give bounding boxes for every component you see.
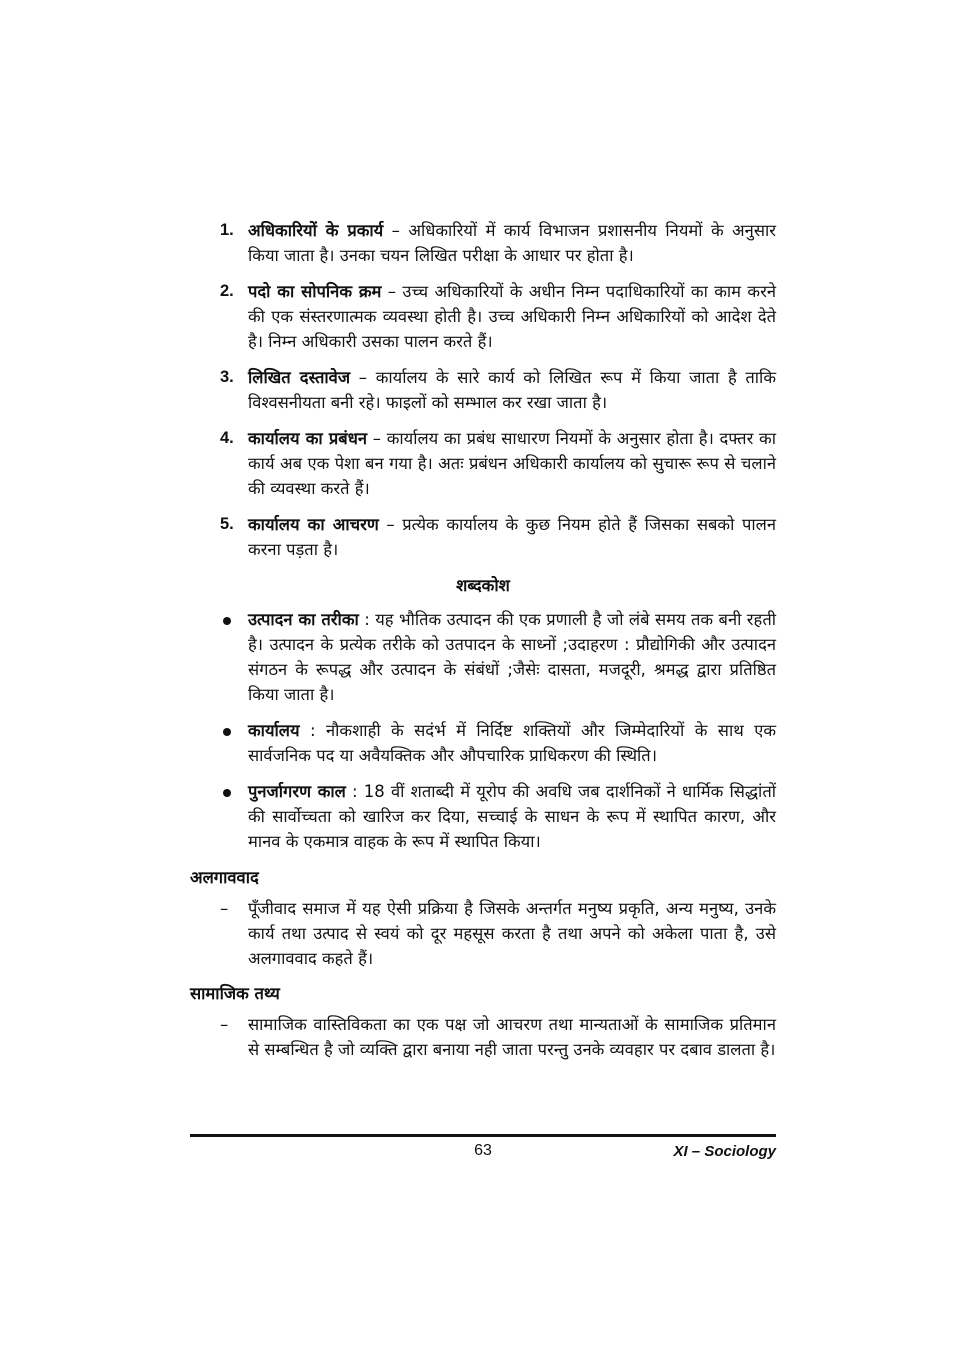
item-term: पदो का सोपनिक क्रम	[248, 282, 382, 301]
glossary-item	[190, 718, 776, 768]
list-item	[190, 365, 776, 415]
glossary-item	[190, 779, 776, 854]
list-item	[190, 218, 776, 268]
item-number: 1.	[220, 221, 234, 239]
definition-text: पूँजीवाद समाज में यह ऐसी प्रक्रिया है जिसके अन्तर्गत मनुष्य प्रकृति, अन्य मनुष्य, उनके कार्य तथा उत्पाद से स्वयं को दूर महसूस करता है तथा अपने को अकेला पाता है, उसे अलगाववाद कहते हैं।	[248, 899, 776, 968]
dash-marker: –	[220, 1015, 229, 1034]
item-term: कार्यालय का प्रबंधन	[248, 429, 368, 448]
glossary-text: : 18 वीं शताब्दी में यूरोप की अवधि जब दार्शनिकों ने धार्मिक सिद्धांतों की सार्वोच्चता को खारिज कर दिया, सच्चाई के साधन के रूप में स्थापित कारण, और मानव के एकमात्र वाहक के रूप में स्थापित किया।	[248, 782, 777, 851]
glossary-list	[190, 607, 776, 854]
glossary-term: कार्यालय	[248, 721, 300, 740]
section-heading: अलगाववाद	[190, 868, 259, 887]
glossary-title: शब्दकोश	[456, 576, 510, 595]
page-content	[190, 218, 776, 1072]
item-number: 5.	[220, 515, 234, 533]
bullet-icon	[223, 617, 231, 625]
book-label: XI – Sociology	[673, 1143, 776, 1160]
list-item	[190, 279, 776, 354]
list-item	[190, 426, 776, 501]
item-number: 4.	[220, 429, 234, 447]
glossary-text: : नौकशाही के सदंर्भ में निर्दिष्ट शक्तियों और जिम्मेदारियों के साथ एक सार्वजनिक पद या अवैयक्तिक और औपचारिक प्राधिकरण की स्थिति।	[248, 721, 776, 765]
item-number: 3.	[220, 368, 234, 386]
section-definition	[190, 1012, 776, 1062]
glossary-item	[190, 607, 776, 707]
item-text: – उच्च अधिकारियों के अधीन निम्न पदाधिकारियों का काम करने की एक संस्तरणात्मक व्यवस्था होती है। उच्च अधिकारी निम्न अधिकारियों को आदेश देते है। निम्न अधिकारी उसका पालन करते हैं।	[248, 282, 776, 351]
item-term: अधिकारियों के प्रकार्य	[248, 221, 384, 240]
page-number: 63	[474, 1142, 492, 1159]
item-text: – अधिकारियों में कार्य विभाजन प्रशासनीय नियमों के अनुसार किया जाता है। उनका चयन लिखित परीक्षा के आधार पर होता है।	[248, 221, 776, 265]
bullet-icon	[223, 789, 231, 797]
glossary-term: उत्पादन का तरीका	[248, 610, 359, 629]
item-text: – कार्यालय का प्रबंध साधारण नियमों के अनुसार होता है। दफ्तर का कार्य अब एक पेशा बन गया है। अतः प्रबंधन अधिकारी कार्यालय को सुचारू रूप से चलाने की व्यवस्था करते हैं।	[248, 429, 776, 498]
item-text: – प्रत्येक कार्यालय के कुछ नियम होते हैं जिसका सबको पालन करना पड़ता है।	[248, 515, 776, 559]
item-number: 2.	[220, 282, 234, 300]
item-term: कार्यालय का आचरण	[248, 515, 379, 534]
glossary-term: पुनर्जागरण काल	[248, 782, 346, 801]
footer-divider	[190, 1134, 776, 1137]
item-text: – कार्यालय के सारे कार्य को लिखित रूप में किया जाता है ताकि विश्वसनीयता बनी रहे। फाइलों को सम्भाल कर रखा जाता है।	[248, 368, 777, 412]
glossary-text: : यह भौतिक उत्पादन की एक प्रणाली है जो लंबे समय तक बनी रहती है। उत्पादन के प्रत्येक तरीके को उतपादन के साध्नों ;उदाहरण : प्रौद्योगिकी और उत्पादन संगठन के रूपद्ध और उत्पादन के संबंधों ;जैसेः दासता, मजदूरी, श्रमद्ध द्वारा प्रतिष्ठित किया जाता है।	[248, 610, 776, 704]
bullet-icon	[223, 728, 231, 736]
section-heading: सामाजिक तथ्य	[190, 984, 280, 1003]
definition-text: सामाजिक वास्तिविकता का एक पक्ष जो आचरण तथा मान्यताओं के सामाजिक प्रतिमान से सम्बन्धित है जो व्यक्ति द्वारा बनाया नही जाता परन्तु उनके व्यवहार पर दबाव डालता है।	[248, 1015, 776, 1059]
numbered-list	[190, 218, 776, 562]
item-term: लिखित दस्तावेज	[248, 368, 351, 387]
dash-marker: –	[220, 899, 229, 918]
list-item	[190, 512, 776, 562]
section-definition	[190, 896, 776, 971]
